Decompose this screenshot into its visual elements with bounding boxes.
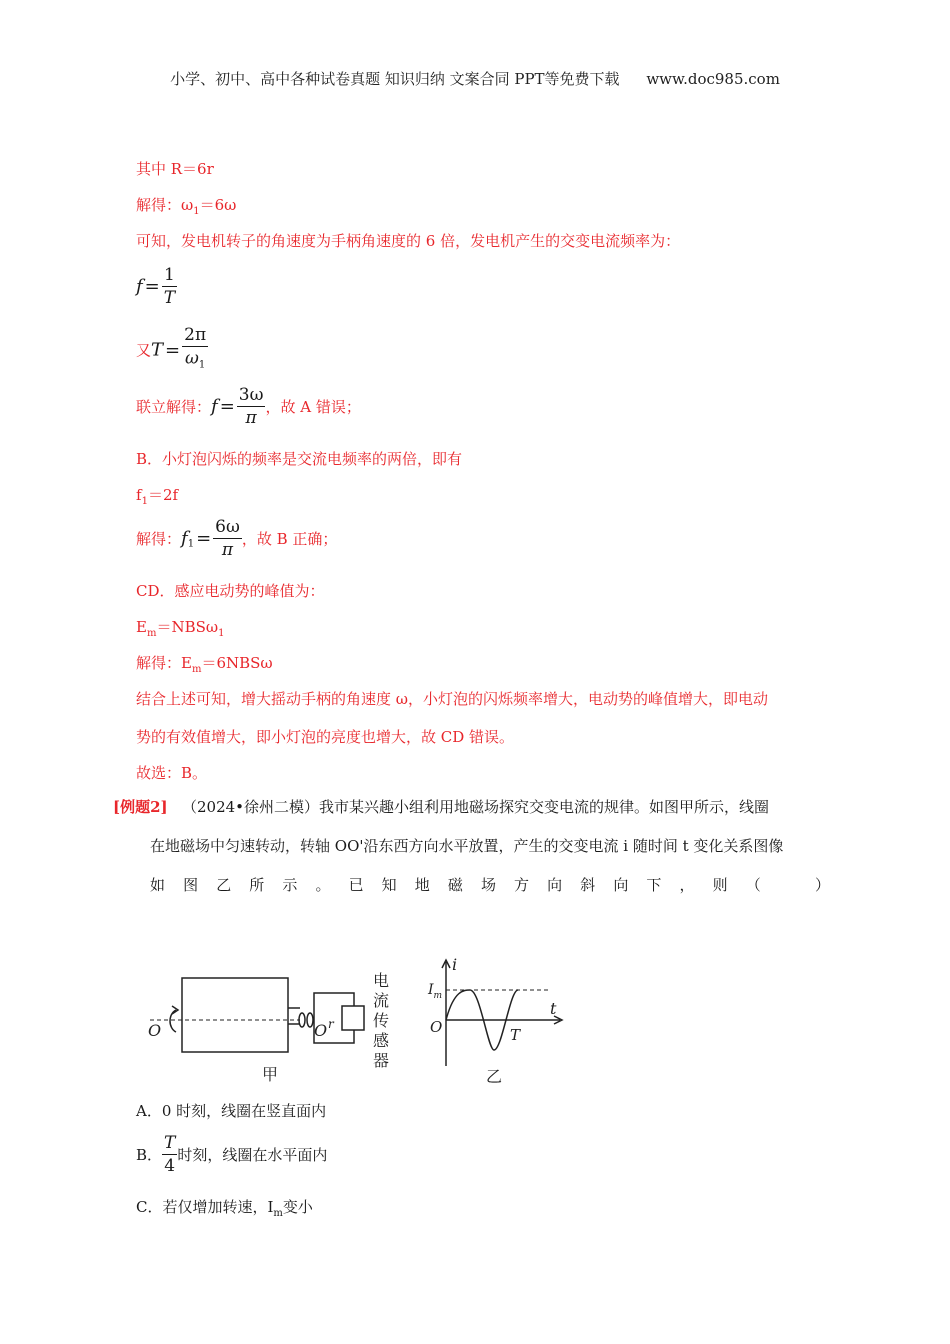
fraction: $\frac{2\pi}{\omega_1}$: [184, 325, 207, 371]
label-O-left: O: [148, 1021, 162, 1040]
example-line-1: （2024•徐州二模）我市某兴趣小组利用地磁场探究交变电流的规律。如图甲所示，线圈: [182, 798, 770, 816]
graph-label-i: i: [452, 955, 458, 974]
solution-conclusion-1: 结合上述可知，增大摇动手柄的角速度 ω，小灯泡的闪烁频率增大，电动势的峰值增大，即电动: [136, 690, 769, 708]
header-text: 小学、初中、高中各种试卷真题 知识归纳 文案合同 PPT等免费下载: [170, 70, 620, 88]
caption-yi: 乙: [486, 1067, 503, 1086]
formula-f: f = $\frac{1}{T}$: [136, 265, 176, 308]
solution-line-frequency: 可知，发电机转子的角速度为手柄角速度的 6 倍，发电机产生的交变电流频率为：: [136, 232, 681, 250]
fraction: $\frac{6\omega}{\pi}$: [215, 517, 240, 560]
coil-diagram: [150, 978, 364, 1052]
solution-line-CD: CD．感应电动势的峰值为：: [136, 582, 325, 600]
solution-line-r: 其中 R＝6r: [136, 160, 214, 178]
sensor-label: 电 流 传 感 器: [373, 971, 390, 1070]
solution-line-B: B．小灯泡闪烁的频率是交流电频率的两倍，即有: [136, 450, 463, 468]
example-label: [例题2]: [113, 798, 168, 816]
graph-label-T: T: [510, 1026, 521, 1044]
solution-conclusion-2: 势的有效值增大，即小灯泡的亮度也增大，故 CD 错误。: [136, 728, 515, 746]
solution-line-em2: 解得：$E_m=6NBS\omega$: [136, 654, 273, 675]
formula-f1: 解得：$f_1$ = $\frac{6\omega}{\pi}$ ，故 B 正确；: [136, 517, 338, 560]
option-B[interactable]: B． $\frac{T}{4}$ 时刻，线圈在水平面内: [136, 1133, 328, 1176]
graph-label-O: O: [430, 1018, 443, 1036]
current-graph: [442, 960, 562, 1066]
formula-joint: 联立解得：f = $\frac{3\omega}{\pi}$ ，故 A 错误；: [136, 385, 361, 428]
solution-answer: 故选：B。: [136, 764, 208, 782]
option-A[interactable]: A．0 时刻，线圈在竖直面内: [136, 1102, 327, 1120]
fraction: $\frac{3\omega}{\pi}$: [238, 385, 264, 428]
formula-T: 又T = $\frac{2\pi}{\omega_1}$: [136, 324, 208, 376]
page-header: [0, 68, 950, 89]
graph-label-t: t: [550, 999, 557, 1018]
solution-line-omega1: 解得：$\omega_1=6\omega$: [136, 196, 237, 217]
figure: [0, 948, 950, 1088]
graph-label-Im: $I_m$: [428, 982, 443, 1001]
fraction: $\frac{1}{T}$: [163, 265, 176, 308]
example-line-3: 如 图 乙 所 示 。 已 知 地 磁 场 方 向 斜 向 下 ， 则 （ ）: [150, 876, 830, 894]
header-url[interactable]: www.doc985.com: [646, 70, 780, 88]
example-line-2: 在地磁场中匀速转动，转轴 OO'沿东西方向水平放置，产生的交变电流 i 随时间 t 变化关系图像: [150, 837, 784, 855]
fraction: $\frac{T}{4}$: [164, 1133, 176, 1176]
slip-ring-2: [307, 1013, 313, 1027]
label-r: r: [328, 1017, 334, 1031]
label-O-right: O: [314, 1021, 328, 1040]
sensor-box: [342, 1006, 364, 1030]
solution-line-em1: $E_m=NBS\omega_1$: [136, 618, 225, 639]
coil-rect: [182, 978, 288, 1052]
option-C[interactable]: C．若仅增加转速，$I_m$变小: [136, 1198, 313, 1219]
solution-line-f1: $f_1=2f$: [136, 486, 179, 507]
caption-jia: 甲: [262, 1065, 279, 1084]
